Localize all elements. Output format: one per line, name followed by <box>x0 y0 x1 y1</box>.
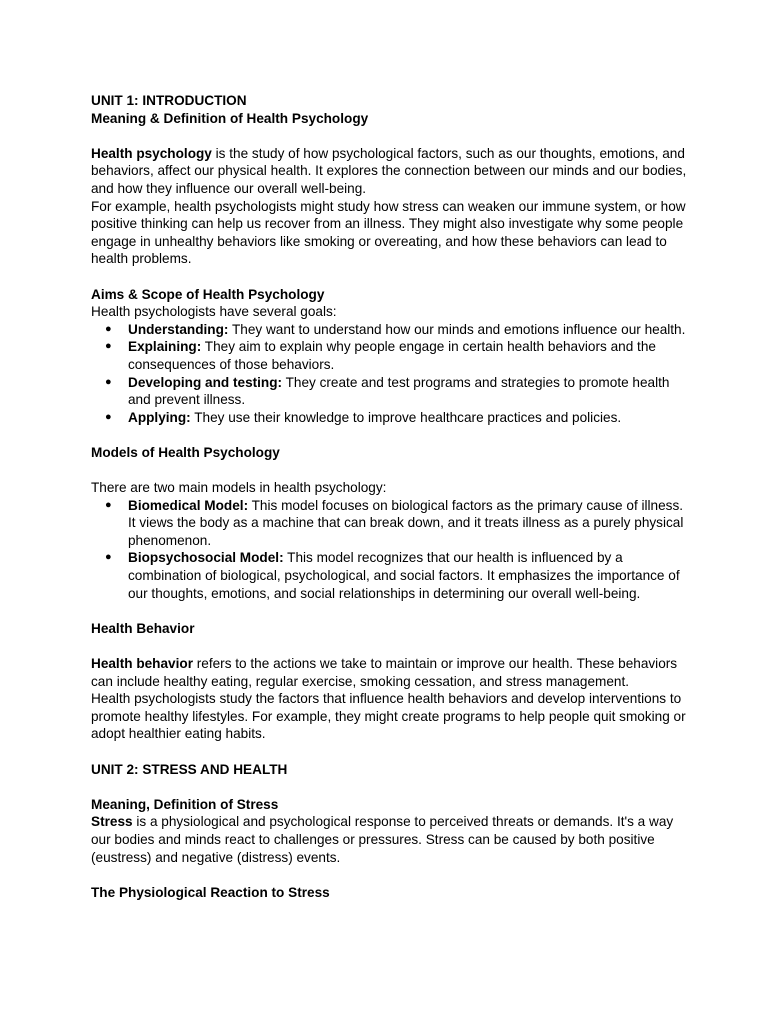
list-item <box>91 374 688 409</box>
bullet-icon: ● <box>105 498 112 511</box>
bullet-icon: ● <box>105 322 112 335</box>
term-health-behavior: Health behavior <box>91 656 193 671</box>
section-heading-models: Models of Health Psychology <box>91 444 280 460</box>
list-item-term: Developing and testing: <box>128 374 283 390</box>
list-item-term: Biomedical Model: <box>128 497 249 513</box>
spacer <box>91 743 688 761</box>
spacer <box>91 461 688 479</box>
bullet-icon: ● <box>105 375 112 388</box>
term-stress: Stress <box>91 814 133 830</box>
list-item <box>91 497 688 550</box>
bullet-icon: ● <box>105 340 112 353</box>
list-item <box>91 409 688 427</box>
paragraph-health-behavior-definition <box>91 655 688 690</box>
list-item <box>91 338 688 373</box>
list-item-text: They aim to explain why people engage in certain health behaviors and the consequences of those behaviors. <box>128 339 656 372</box>
spacer <box>91 426 688 444</box>
aims-list <box>91 321 688 427</box>
aims-intro: Health psychologists have several goals: <box>91 304 337 320</box>
list-item-text: They use their knowledge to improve healthcare practices and policies. <box>190 409 622 425</box>
section-heading-stress: Meaning, Definition of Stress <box>91 796 279 812</box>
spacer <box>91 127 688 145</box>
bullet-icon: ● <box>105 410 112 423</box>
models-list <box>91 497 688 603</box>
spacer <box>91 866 688 884</box>
list-item <box>91 549 688 602</box>
list-item-term: Understanding: <box>128 321 229 337</box>
list-item <box>91 321 688 339</box>
term-health-psychology: Health psychology <box>91 145 212 161</box>
section-heading-meaning: Meaning & Definition of Health Psychology <box>91 110 369 126</box>
list-item-text: This model recognizes that our health is influenced by a combination of biological, psychological, and social factors. It emphasizes the importance of our thoughts, emotions, and social relationships in determining our overall well-being. <box>128 550 680 601</box>
unit1-title: UNIT 1: INTRODUCTION <box>91 93 247 108</box>
paragraph-stress-definition <box>91 813 688 866</box>
list-item-term: Applying: <box>128 409 191 425</box>
paragraph-health-psychology-definition <box>91 145 688 198</box>
list-item-text: This model focuses on biological factors as the primary cause of illness. It views the body as a machine that can break down, and it treats illness as a purely physical phenomenon. <box>128 497 684 548</box>
list-item-term: Biopsychosocial Model: <box>128 550 284 566</box>
spacer <box>91 778 688 796</box>
spacer <box>91 602 688 620</box>
spacer <box>91 637 688 655</box>
section-heading-health-behavior: Health Behavior <box>91 620 195 636</box>
definition-text: is the study of how psychological factors, such as our thoughts, emotions, and behaviors, affect our physical health. It explores the connection between our minds and our bodies, and how they influence our overall well-being. <box>91 145 687 196</box>
bullet-icon: ● <box>105 551 112 564</box>
section-heading-aims: Aims & Scope of Health Psychology <box>91 286 325 302</box>
models-intro: There are two main models in health psychology: <box>91 480 387 496</box>
unit2-title: UNIT 2: STRESS AND HEALTH <box>91 761 288 777</box>
definition-text: refers to the actions we take to maintain or improve our health. These behaviors can include healthy eating, regular exercise, smoking cessation, and stress management. <box>91 656 678 689</box>
section-heading-physiological-reaction: The Physiological Reaction to Stress <box>91 884 330 900</box>
list-item-text: They want to understand how our minds and emotions influence our health. <box>228 321 686 337</box>
spacer <box>91 268 688 286</box>
paragraph-health-psychology-example: For example, health psychologists might study how stress can weaken our immune system, or how positive thinking can help us recover from an illness. They might also investigate why some people engage in unhealthy behaviors like smoking or overeating, and how these behaviors can lead to health problems. <box>91 198 686 267</box>
definition-text: is a physiological and psychological response to perceived threats or demands. It's a way our bodies and minds react to challenges or pressures. Stress can be caused by both positive (eustress) and negative (distress) events. <box>91 814 674 865</box>
list-item-text: They create and test programs and strategies to promote health and prevent illness. <box>128 374 670 408</box>
paragraph-health-behavior-study: Health psychologists study the factors that influence health behaviors and develop interventions to promote healthy lifestyles. For example, they might create programs to help people quit smoking or adopt healthier eating habits. <box>91 691 686 742</box>
list-item-term: Explaining: <box>128 339 202 355</box>
